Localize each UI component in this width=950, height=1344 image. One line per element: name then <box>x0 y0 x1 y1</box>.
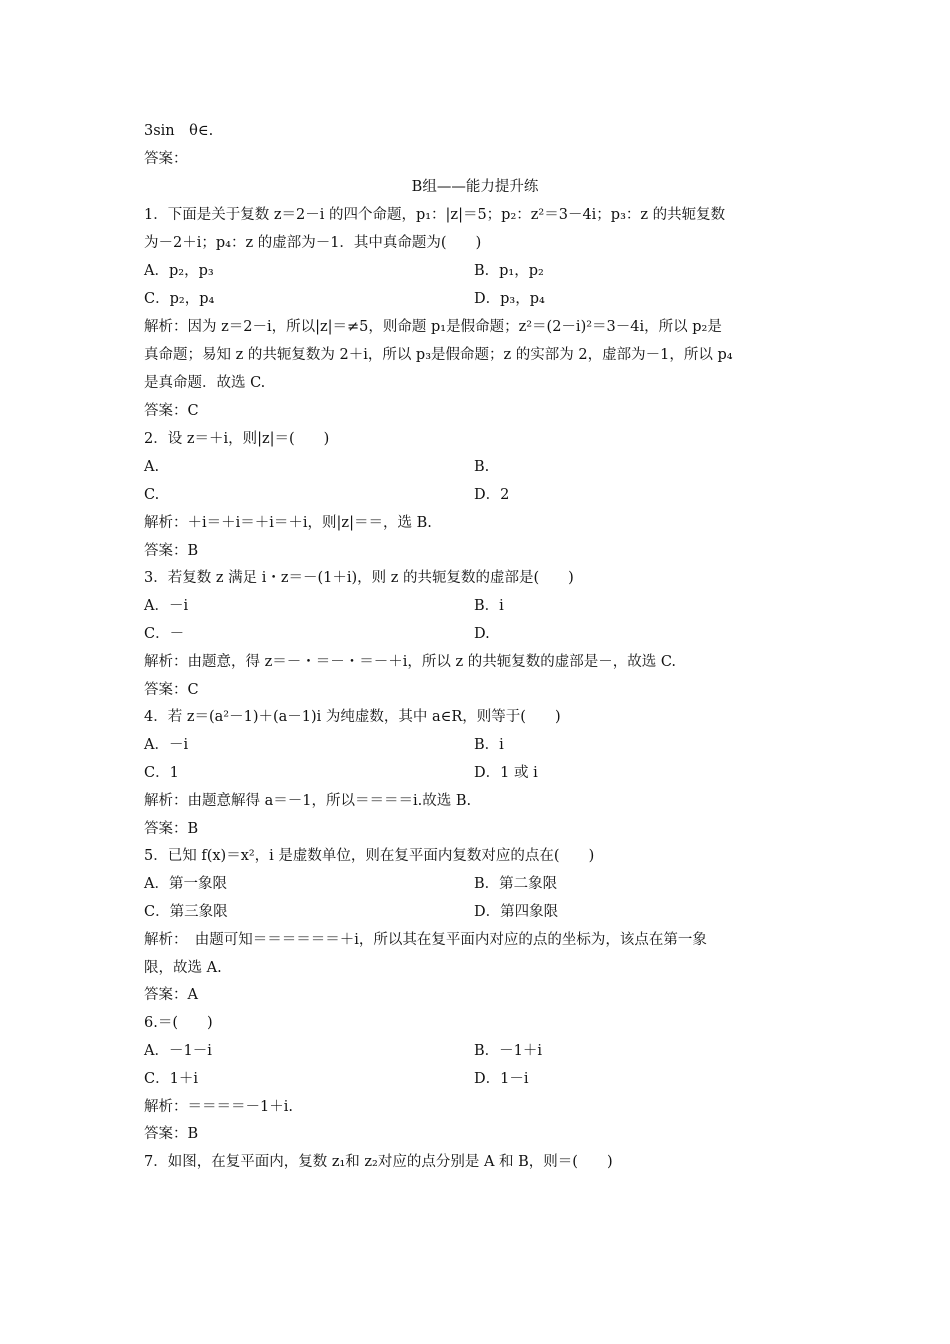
q5-solution-line1: 解析： 由题可知＝＝＝＝＝＝＋i，所以其在复平面内对应的点的坐标为，该点在第一象 <box>144 932 707 948</box>
q5-stem: 5．已知 f(x)＝x²，i 是虚数单位，则在复平面内复数对应的点在( ) <box>144 848 595 864</box>
q1-stem-line2: 为－2＋i；p₄：z 的虚部为－1．其中真命题为( ) <box>144 235 482 251</box>
q1-solution-line3: 是真命题．故选 C. <box>144 375 266 391</box>
q3-answer: 答案：C <box>144 682 199 698</box>
q3-option-c: C．－ <box>144 626 185 642</box>
q6-option-c: C．1＋i <box>144 1071 198 1087</box>
q2-option-a: A. <box>144 459 160 475</box>
q5-option-d: D．第四象限 <box>474 904 559 920</box>
q1-solution-line1: 解析：因为 z＝2－i，所以|z|＝≠5，则命题 p₁是假命题；z²＝(2－i)²＝3－4i，所以 p₂是 <box>144 319 722 335</box>
q2-stem: 2．设 z＝＋i，则|z|＝( ) <box>144 431 330 447</box>
q4-solution: 解析：由题意解得 a＝－1，所以＝＝＝＝i.故选 B. <box>144 793 472 809</box>
q4-stem: 4．若 z＝(a²－1)＋(a－1)i 为纯虚数，其中 a∈R，则等于( ) <box>144 709 561 725</box>
q6-option-d: D．1－i <box>474 1071 529 1087</box>
q1-option-d: D．p₃，p₄ <box>474 291 545 307</box>
q1-option-b: B．p₁，p₂ <box>474 263 544 279</box>
q3-option-d: D. <box>474 626 490 642</box>
q5-answer: 答案：A <box>144 987 198 1003</box>
q2-option-d: D．2 <box>474 487 510 503</box>
q1-solution-line2: 真命题；易知 z 的共轭复数为 2＋i，所以 p₃是假命题；z 的实部为 2，虚部为－1，所以 p₄ <box>144 347 733 363</box>
q4-answer: 答案：B <box>144 821 199 837</box>
q6-answer: 答案：B <box>144 1126 199 1142</box>
q2-option-b: B. <box>474 459 490 475</box>
q5-solution-line2: 限，故选 A. <box>144 960 222 976</box>
q6-stem: 6.＝( ) <box>144 1015 213 1031</box>
q3-option-b: B．i <box>474 598 504 614</box>
q3-stem: 3．若复数 z 满足 i・z＝－(1＋i)，则 z 的共轭复数的虚部是( ) <box>144 570 574 586</box>
q5-option-a: A．第一象限 <box>144 876 227 892</box>
q4-option-b: B．i <box>474 737 504 753</box>
q7-stem: 7．如图，在复平面内，复数 z₁和 z₂对应的点分别是 A 和 B，则＝( ) <box>144 1154 613 1170</box>
q2-answer: 答案：B <box>144 543 199 559</box>
intro-fragment: 3sin θ∈. <box>144 123 214 139</box>
q6-solution: 解析：＝＝＝＝－1＋i. <box>144 1099 293 1115</box>
q4-option-c: C．1 <box>144 765 179 781</box>
q5-option-c: C．第三象限 <box>144 904 228 920</box>
q1-answer: 答案：C <box>144 403 199 419</box>
q3-solution: 解析：由题意，得 z＝－・＝－・＝－＋i，所以 z 的共轭复数的虚部是－，故选 C. <box>144 654 677 670</box>
q4-option-a: A．－i <box>144 737 189 753</box>
intro-answer: 答案： <box>144 151 188 167</box>
q1-stem-line1: 1．下面是关于复数 z＝2－i 的四个命题，p₁：|z|＝5；p₂：z²＝3－4i；p₃：z 的共轭复数 <box>144 207 726 223</box>
q4-option-d: D．1 或 i <box>474 765 538 781</box>
q6-option-a: A．－1－i <box>144 1043 212 1059</box>
q5-option-b: B．第二象限 <box>474 876 558 892</box>
q3-option-a: A．－i <box>144 598 189 614</box>
q1-option-a: A．p₂，p₃ <box>144 263 214 279</box>
section-title: B组——能力提升练 <box>411 179 539 195</box>
q2-solution: 解析：＋i＝＋i＝＋i＝＋i，则|z|＝＝，选 B. <box>144 515 432 531</box>
q6-option-b: B．－1＋i <box>474 1043 543 1059</box>
q2-option-c: C. <box>144 487 160 503</box>
q1-option-c: C．p₂，p₄ <box>144 291 215 307</box>
